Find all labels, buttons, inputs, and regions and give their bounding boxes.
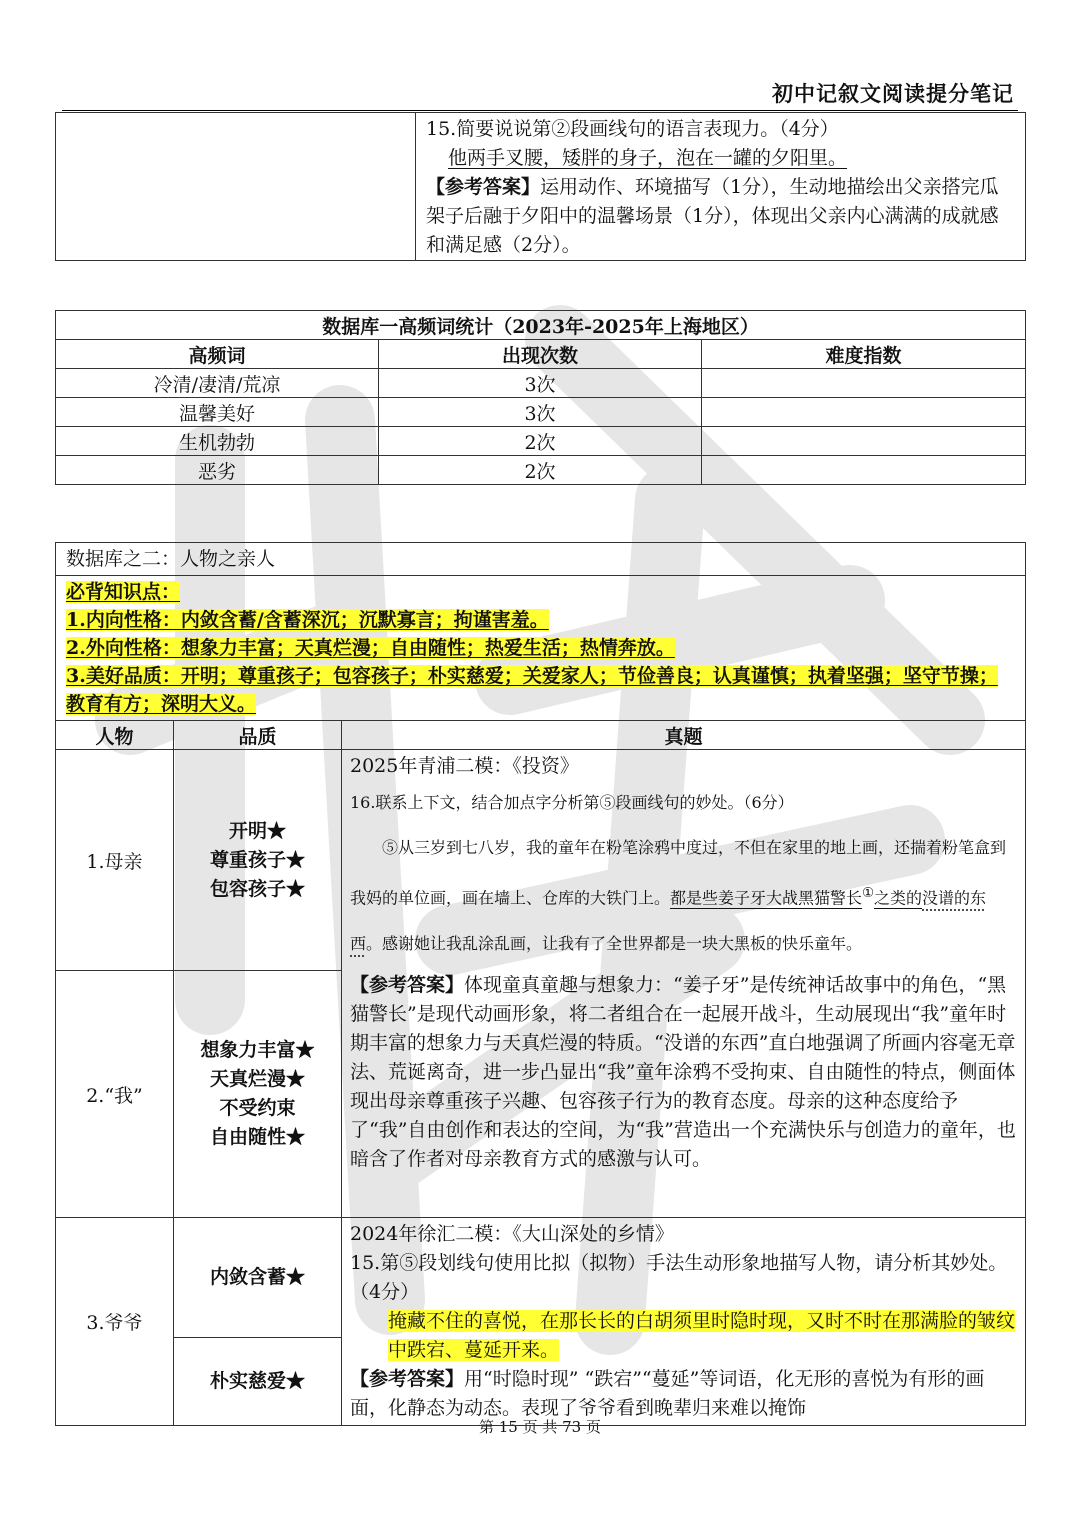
cell-count: 3次 — [379, 369, 702, 398]
passage-dotted: 没谱的东西 — [350, 888, 987, 954]
table-title: 数据库一高频词统计（2023年-2025年上海地区） — [56, 311, 1026, 340]
passage-text: 。感谢她让我乱涂乱画，让我有了全世界都是一块大黑板的快乐童年。 — [366, 934, 863, 954]
cell-word: 冷清/凄清/荒凉 — [56, 369, 379, 398]
empty-cell — [56, 113, 416, 261]
point-2: 2.外向性格：想象力丰富；天真烂漫；自由随性；热爱生活；热情奔放。 — [66, 637, 675, 659]
q2-answer — [350, 1365, 1017, 1423]
question-block-1 — [55, 112, 1026, 261]
page-footer: 第 15 页 共 73 页 — [478, 1418, 601, 1436]
cell-count: 3次 — [379, 398, 702, 427]
header-word: 高频词 — [56, 340, 379, 369]
q1-answer — [350, 971, 1017, 1174]
cell-word: 生机勃勃 — [56, 427, 379, 456]
quality-list — [174, 971, 342, 1218]
passage-underlined: 之类的 — [874, 888, 923, 908]
header-quality: 品质 — [174, 721, 342, 750]
footnote-mark: ① — [862, 886, 874, 901]
cell-word: 恶劣 — [56, 456, 379, 485]
point-3: 3.美好品质：开明；尊重孩子；包容孩子；朴实慈爱；关爱家人；节俭善良；认真谨慎；执着坚强；坚守节操；教育有方；深明大义。 — [66, 665, 998, 715]
answer-label: 【参考答案】 — [350, 1368, 465, 1390]
quality-item: 天真烂漫★ — [209, 1068, 305, 1090]
answer-text: 运用动作、环境描写（1分），生动地描绘出父亲搭完瓜架子后融于夕阳中的温馨场景（1分），体现出父亲内心满满的成就感和满足感（2分）。 — [426, 176, 999, 256]
passage-underlined: 都是些 — [670, 888, 719, 908]
person-mother: 1.母亲 — [56, 750, 174, 971]
table-row — [56, 750, 1026, 971]
quality-item: 包容孩子★ — [209, 877, 305, 900]
q2-source: 2024年徐汇二模：《大山深处的乡情》 — [350, 1223, 674, 1245]
q1-question: 16.联系上下文，结合加点字分析第⑤段画线句的妙处。（6分） — [350, 793, 794, 812]
q2-question: 15.第⑤段划线句使用比拟（拟物）手法生动形象地描写人物，请分析其妙处。（4分） — [350, 1252, 1008, 1303]
header-title: 初中记叙文阅读提分笔记 — [772, 81, 1014, 106]
quality-list — [174, 750, 342, 971]
table-row — [56, 398, 1026, 427]
header-person: 人物 — [56, 721, 174, 750]
table-row — [56, 1218, 1026, 1338]
db2-title: 数据库之二：人物之亲人 — [56, 543, 1026, 576]
quality-item: 自由随性★ — [209, 1126, 305, 1148]
cell-count: 2次 — [379, 456, 702, 485]
database-2-table — [55, 542, 1026, 1426]
q2-quote: 掩藏不住的喜悦，在那长长的白胡须里时隐时现，又时不时在那满脸的皱纹中跌宕、蔓延开来。 — [388, 1310, 1016, 1361]
answer-paragraph — [426, 173, 1015, 260]
question-cell-1 — [342, 750, 1026, 1218]
quality-item: 开明★ — [228, 819, 286, 842]
question-cell — [416, 113, 1026, 261]
quality-item: 内敛含蓄★ — [174, 1218, 342, 1338]
quality-item: 想象力丰富★ — [200, 1039, 315, 1061]
cell-word: 温馨美好 — [56, 398, 379, 427]
cell-difficulty — [702, 398, 1026, 427]
cell-difficulty — [702, 369, 1026, 398]
passage-text: ⑤从三岁到七八岁，我的童年在粉笔涂鸦中度过，不但在家里的地上画，还揣着粉笔盒到我妈的单位画，画在墙上、仓库的大铁门上。 — [350, 838, 1007, 908]
question-cell-2 — [342, 1218, 1026, 1426]
quality-item: 不受约束 — [219, 1097, 296, 1119]
knowledge-points — [56, 576, 1026, 721]
quality-item: 尊重孩子★ — [209, 848, 305, 871]
cell-count: 2次 — [379, 427, 702, 456]
header-question: 真题 — [342, 721, 1026, 750]
quality-item: 朴实慈爱★ — [174, 1337, 342, 1425]
must-label: 必背知识点： — [66, 581, 181, 603]
point-1: 1.内向性格：内敛含蓄/含蓄深沉；沉默寡言；拘谨害羞。 — [66, 609, 549, 631]
table-row — [56, 427, 1026, 456]
page-header — [62, 78, 1018, 111]
question-text: 15.简要说说第②段画线句的语言表现力。（4分） — [426, 118, 839, 140]
q1-passage — [350, 825, 1017, 967]
person-grandpa: 3.爷爷 — [56, 1218, 174, 1426]
answer-text: 体现童真童趣与想象力：“姜子牙”是传统神话故事中的角色，“黑猫警长”是现代动画形象，将二者组合在一起展开战斗，生动展现出“我”童年时期丰富的想象力与天真烂漫的特质。“没谱的东西”直白地强调了所画内容毫无章法、荒诞离奇，进一步凸显出“我”童年涂鸦不受拘束、自由随性的特点，侧面体现出母亲尊重孩子兴趣、包容孩子行为的教育态度。母亲的这种态度给予了“我”自由创作和表达的空间，为“我”营造出一个充满快乐与创造力的童年，也暗含了作者对母亲教育方式的感激与认可。 — [350, 974, 1016, 1171]
frequency-table — [55, 310, 1026, 485]
answer-text: 用“时隐时现” “跌宕”“蔓延”等词语，化无形的喜悦为有形的画面，化静态为动态。表现了爷爷看到晚辈归来难以掩饰 — [350, 1368, 985, 1419]
cell-difficulty — [702, 427, 1026, 456]
passage-dotted: 姜子牙大战黑猫警长 — [718, 888, 863, 908]
answer-label: 【参考答案】 — [350, 974, 465, 997]
q2-quote-wrap — [350, 1307, 1017, 1365]
cell-difficulty — [702, 456, 1026, 485]
header-difficulty: 难度指数 — [702, 340, 1026, 369]
person-me: 2.“我” — [56, 971, 174, 1218]
answer-label: 【参考答案】 — [426, 176, 541, 198]
header-count: 出现次数 — [379, 340, 702, 369]
q1-source: 2025年青浦二模：《投资》 — [350, 755, 579, 777]
underlined-quote: 他两手叉腰，矮胖的身子，泡在一罐的夕阳里。 — [448, 147, 848, 169]
table-row — [56, 369, 1026, 398]
table-row — [56, 456, 1026, 485]
